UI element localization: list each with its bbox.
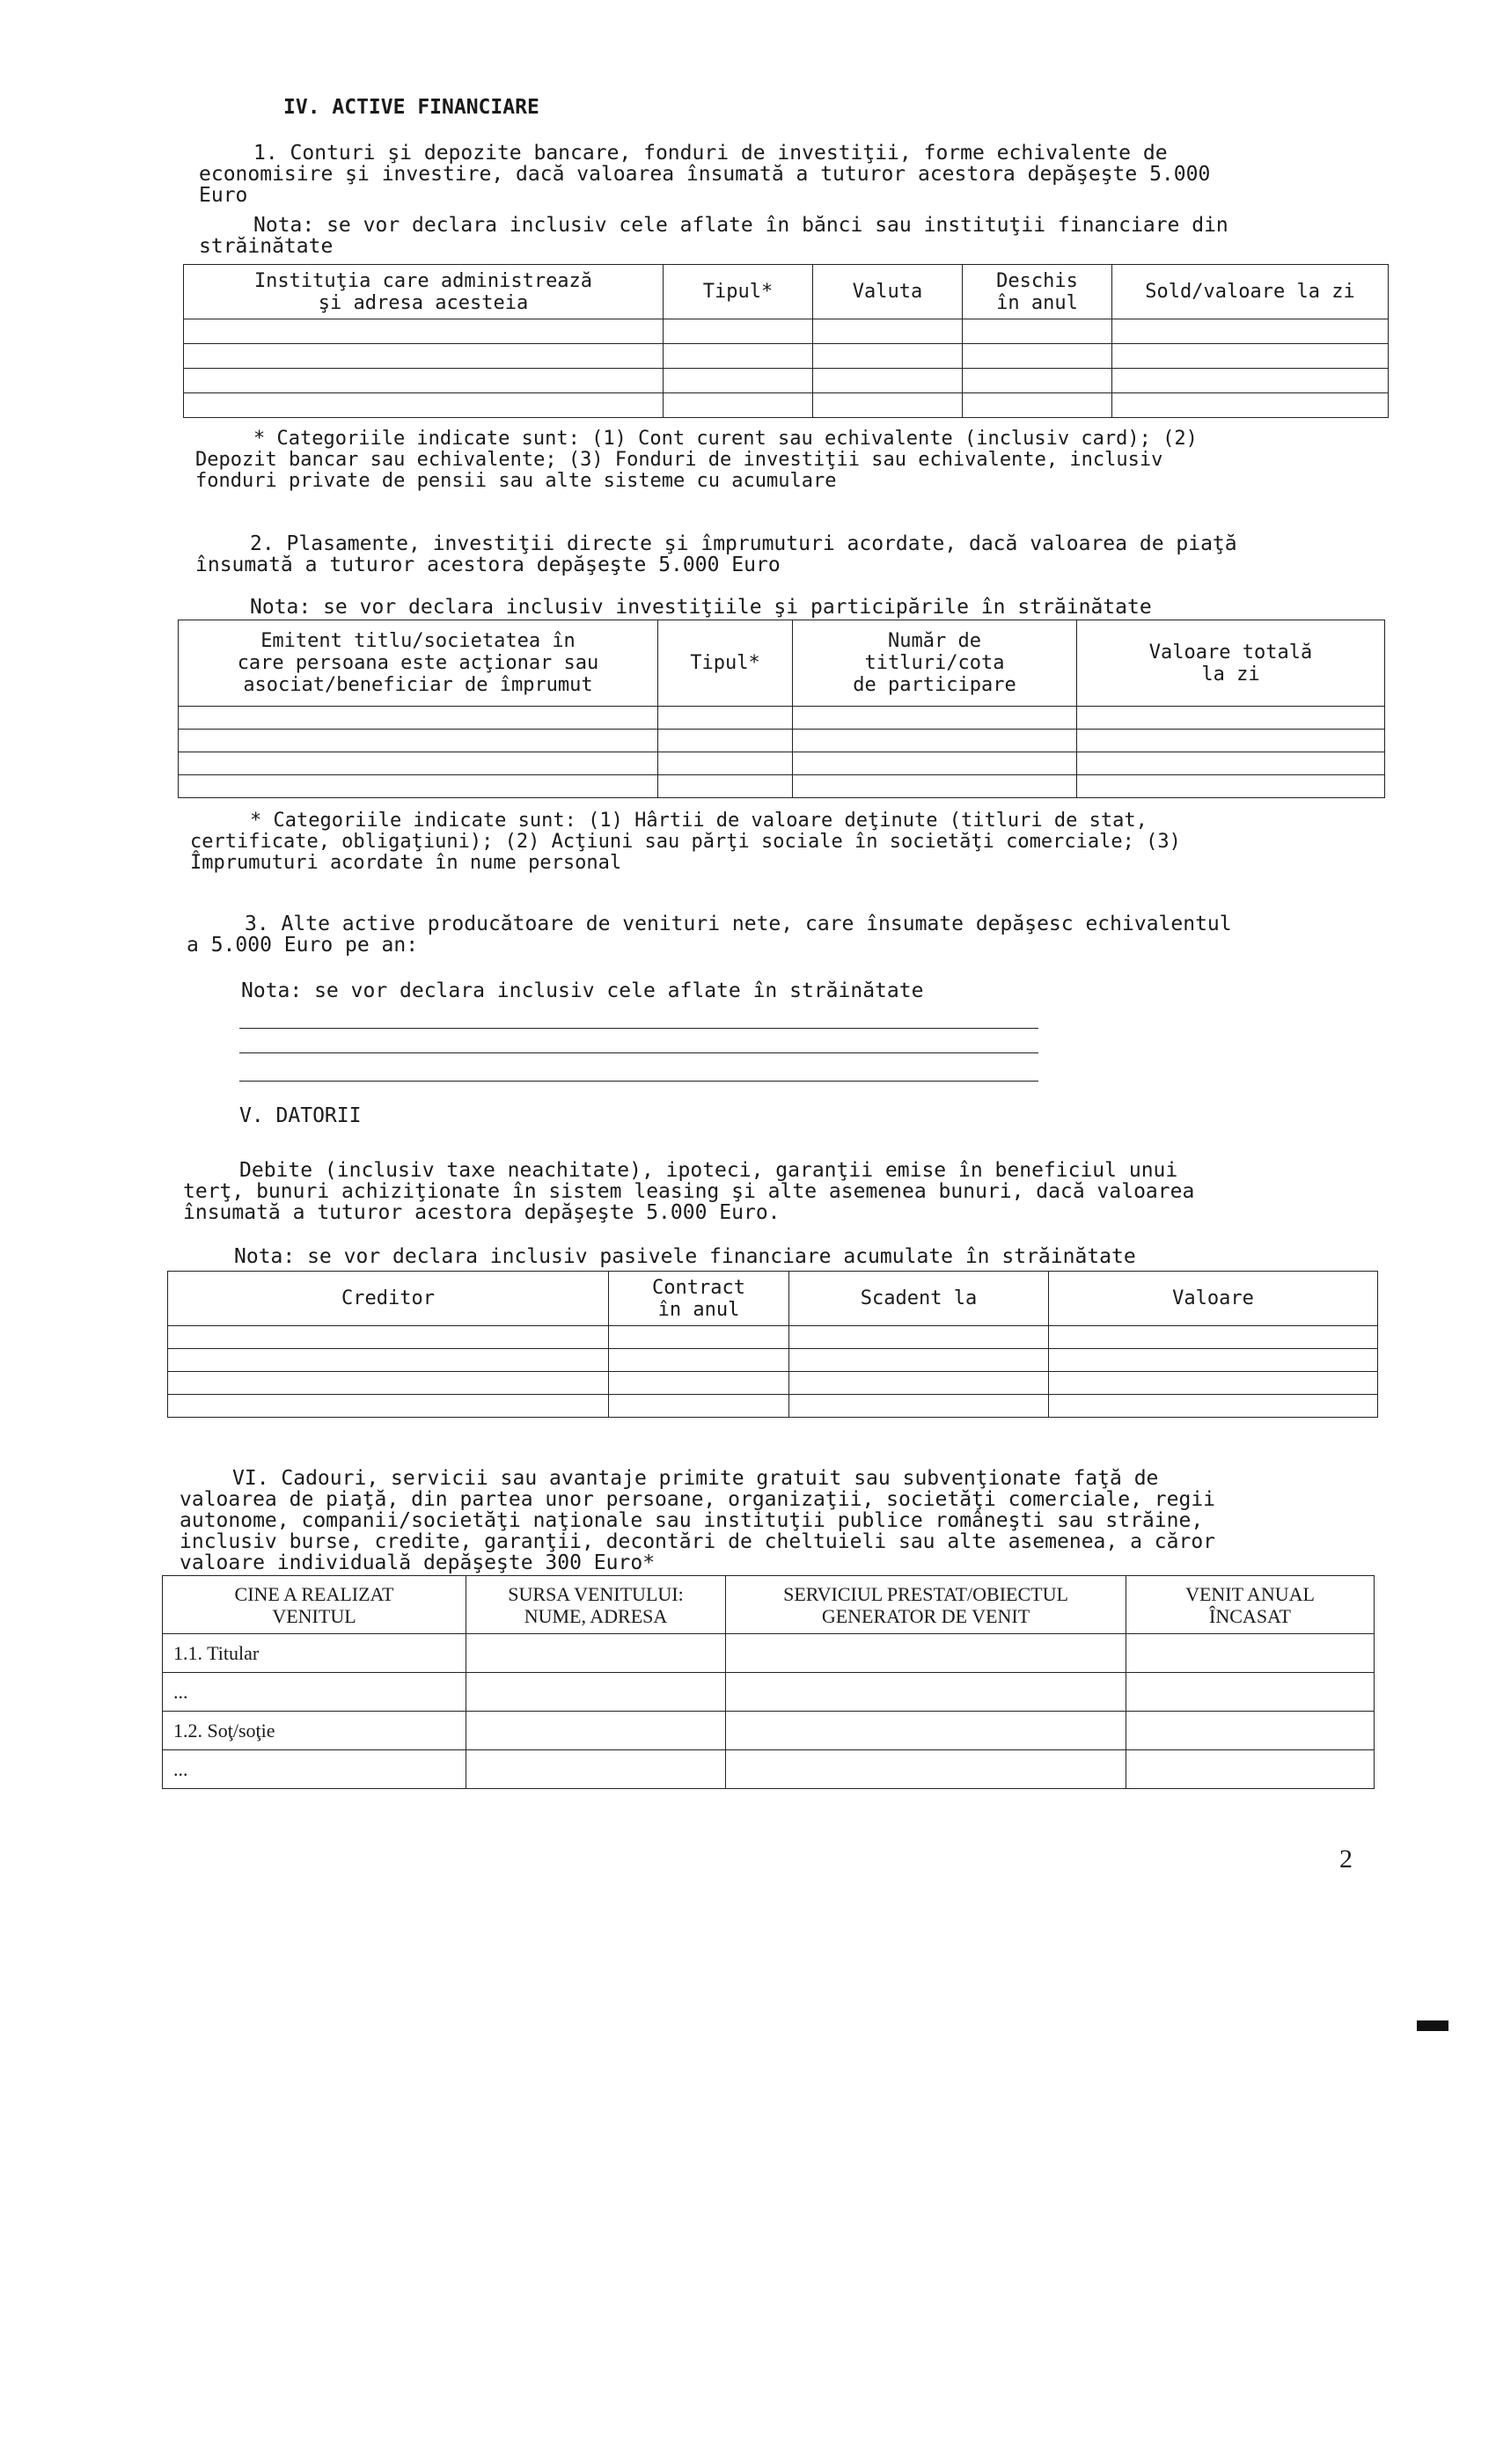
table-row <box>179 730 1385 752</box>
gifts-header-who: CINE A REALIZAT VENITUL <box>163 1576 466 1634</box>
item1-line1: 1. Conturi şi depozite bancare, fonduri de investiţii, forme echivalente de <box>253 142 1168 165</box>
gifts-header-service: SERVICIUL PRESTAT/OBIECTUL GENERATOR DE VENIT <box>726 1576 1126 1634</box>
investments-table <box>178 620 1385 798</box>
table-row <box>168 1395 1378 1418</box>
page-number: 2 <box>1339 1844 1353 1874</box>
scan-mark <box>1417 2020 1448 2031</box>
accounts-header-institution: Instituţia care administrează şi adresa acesteia <box>184 265 664 319</box>
item3-line2: a 5.000 Euro pe an: <box>187 934 419 957</box>
gifts-row-ellipsis: ... <box>163 1673 466 1712</box>
gifts-header-income: VENIT ANUAL ÎNCASAT <box>1126 1576 1375 1634</box>
section-v-line2: terţ, bunuri achiziţionate în sistem leasing şi alte asemenea bunuri, dacă valoarea <box>183 1180 1195 1203</box>
section-v-line1: Debite (inclusiv taxe neachitate), ipoteci, garanţii emise în beneficiul unui <box>239 1159 1178 1182</box>
item1-footnote-line3: fonduri private de pensii sau alte sisteme cu acumulare <box>195 470 837 492</box>
debts-header-creditor: Creditor <box>168 1272 609 1326</box>
section-v-line3: însumată a tuturor acestora depăşeşte 5.000 Euro. <box>183 1201 781 1224</box>
item1-line3: Euro <box>199 184 248 207</box>
table-row <box>184 344 1389 369</box>
table-row <box>163 1673 1375 1712</box>
accounts-table <box>183 264 1389 418</box>
blank-line <box>239 1028 1038 1029</box>
section-vi-line5: valoare individuală depăşeşte 300 Euro* <box>180 1551 656 1574</box>
gifts-table <box>162 1575 1375 1789</box>
section-iv-title: IV. ACTIVE FINANCIARE <box>283 96 539 119</box>
table-row <box>168 1326 1378 1349</box>
section-vi-line2: valoarea de piaţă, din partea unor persoane, organizaţii, societăţi comerciale, regii <box>180 1488 1216 1511</box>
section-vi-line3: autonome, companii/societăţi naţionale sau instituţii publice româneşti sau străine, <box>180 1509 1204 1532</box>
investments-header-value: Valoare totală la zi <box>1077 620 1385 707</box>
item1-footnote-line2: Depozit bancar sau echivalente; (3) Fonduri de investiţii sau echivalente, inclusiv <box>195 449 1163 471</box>
blank-line <box>239 1052 1038 1053</box>
item2-line1: 2. Plasamente, investiţii directe şi împrumuturi acordate, dacă valoarea de piaţă <box>250 532 1237 555</box>
item1-note-line1: Nota: se vor declara inclusiv cele aflate în bănci sau instituţii financiare din <box>253 214 1228 237</box>
debts-header-due: Scadent la <box>789 1272 1049 1326</box>
table-row <box>168 1349 1378 1372</box>
section-v-note: Nota: se vor declara inclusiv pasivele financiare acumulate în străinătate <box>234 1245 1136 1268</box>
gifts-row-spouse: 1.2. Soţ/soţie <box>163 1712 466 1750</box>
accounts-header-opened: Deschis în anul <box>963 265 1112 319</box>
gifts-header-source: SURSA VENITULUI: NUME, ADRESA <box>466 1576 726 1634</box>
gifts-row-holder: 1.1. Titular <box>163 1634 466 1673</box>
blank-line <box>239 1081 1038 1082</box>
table-row <box>163 1634 1375 1673</box>
table-row <box>163 1712 1375 1750</box>
item1-line2: economisire şi investire, dacă valoarea însumată a tuturor acestora depăşeşte 5.000 <box>199 163 1211 186</box>
table-row <box>184 369 1389 393</box>
accounts-header-currency: Valuta <box>813 265 963 319</box>
table-row <box>179 775 1385 798</box>
item2-line2: însumată a tuturor acestora depăşeşte 5.000 Euro <box>195 554 781 576</box>
investments-header-type: Tipul* <box>658 620 793 707</box>
item2-note: Nota: se vor declara inclusiv investiţiile şi participările în străinătate <box>250 596 1152 619</box>
investments-header-count: Număr de titluri/cota de participare <box>793 620 1077 707</box>
table-row <box>179 752 1385 775</box>
item2-footnote-line2: certificate, obligaţiuni); (2) Acţiuni sau părţi sociale în societăţi comerciale; (3) <box>190 831 1181 853</box>
item1-note-line2: străinătate <box>199 235 334 258</box>
debts-header-contract: Contract în anul <box>609 1272 789 1326</box>
table-row <box>184 319 1389 344</box>
accounts-header-type: Tipul* <box>664 265 813 319</box>
table-row <box>163 1750 1375 1789</box>
debts-table <box>167 1271 1378 1418</box>
section-v-title: V. DATORII <box>239 1104 362 1127</box>
section-vi-line1: VI. Cadouri, servicii sau avantaje primite gratuit sau subvenţionate faţă de <box>232 1467 1159 1490</box>
gifts-row-ellipsis: ... <box>163 1750 466 1789</box>
debts-header-value: Valoare <box>1049 1272 1378 1326</box>
item2-footnote-line1: * Categoriile indicate sunt: (1) Hârtii de valoare deţinute (titluri de stat, <box>250 810 1148 832</box>
item3-note: Nota: se vor declara inclusiv cele aflate în străinătate <box>241 979 924 1002</box>
table-row <box>179 707 1385 730</box>
item2-footnote-line3: Împrumuturi acordate în nume personal <box>190 852 622 874</box>
table-row <box>184 393 1389 418</box>
item3-line1: 3. Alte active producătoare de venituri nete, care însumate depăşesc echivalentul <box>245 913 1232 935</box>
table-row <box>168 1372 1378 1395</box>
item1-footnote-line1: * Categoriile indicate sunt: (1) Cont curent sau echivalente (inclusiv card); (2) <box>253 428 1198 450</box>
accounts-header-balance: Sold/valoare la zi <box>1112 265 1389 319</box>
investments-header-issuer: Emitent titlu/societatea în care persoana este acţionar sau asociat/beneficiar de împrumut <box>179 620 658 707</box>
section-vi-line4: inclusiv burse, credite, garanţii, decontări de cheltuieli sau alte asemenea, a căror <box>180 1530 1216 1553</box>
